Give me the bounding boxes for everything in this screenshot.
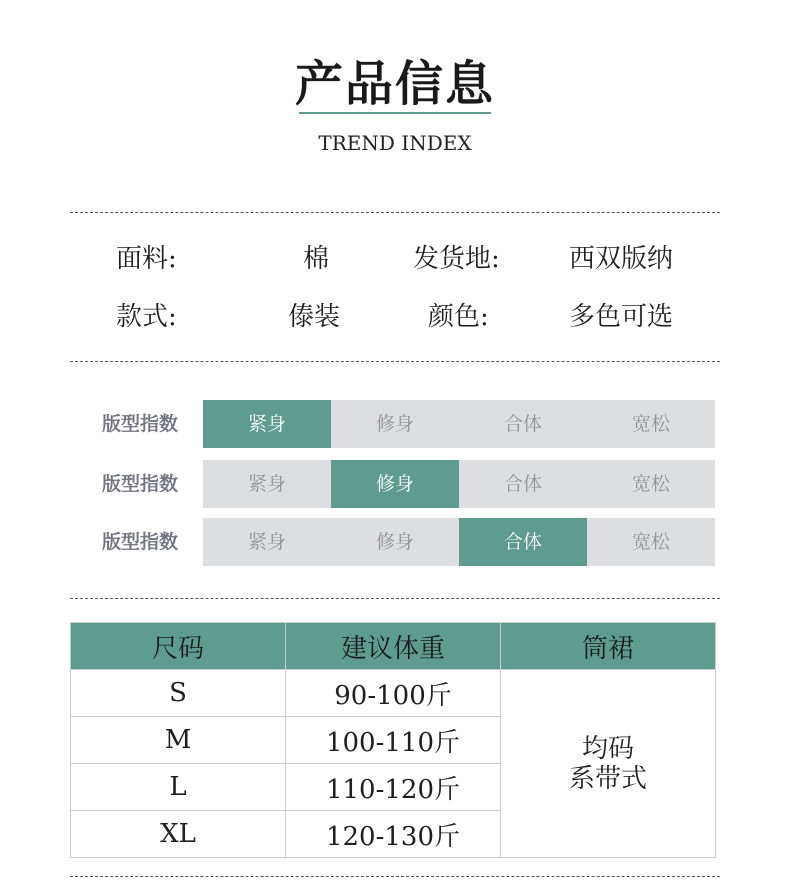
- fit-index-bar: [203, 518, 715, 566]
- fit-option-regular: 合体: [459, 518, 587, 566]
- origin-value: 西双版纳: [569, 244, 674, 274]
- style-label: 款式:: [116, 302, 177, 332]
- fit-option-slim: 修身: [375, 531, 414, 553]
- fit-option-slim: 修身: [331, 460, 459, 508]
- divider: [70, 212, 720, 213]
- fit-option-loose: 宽松: [631, 531, 670, 553]
- fit-option-loose: 宽松: [631, 473, 670, 495]
- divider: [70, 361, 720, 362]
- fit-index-label: 版型指数: [101, 473, 178, 495]
- size-cell: S: [71, 670, 286, 717]
- divider: [70, 876, 720, 877]
- weight-cell: 120-130斤: [286, 811, 501, 858]
- page-subtitle: TREND INDEX: [318, 131, 472, 155]
- column-header-size: 尺码: [71, 623, 286, 670]
- fit-option-tight: 紧身: [247, 473, 286, 495]
- fit-option-regular: 合体: [503, 473, 542, 495]
- size-table: [70, 622, 716, 858]
- size-cell: XL: [71, 811, 286, 858]
- table-row: [71, 670, 716, 717]
- fabric-label: 面料:: [116, 244, 177, 274]
- style-value: 傣装: [288, 302, 341, 332]
- skirt-cell: [501, 670, 716, 858]
- skirt-size-text: 均码: [581, 733, 634, 764]
- weight-cell: 100-110斤: [286, 717, 501, 764]
- fabric-value: 棉: [303, 244, 330, 274]
- origin-label: 发货地:: [413, 244, 500, 274]
- fit-option-loose: 宽松: [631, 413, 670, 435]
- table-header-row: [71, 623, 716, 670]
- color-label: 颜色:: [428, 302, 489, 332]
- color-value: 多色可选: [569, 302, 674, 332]
- divider: [70, 598, 720, 599]
- fit-option-regular: 合体: [503, 413, 542, 435]
- column-header-skirt: 筒裙: [501, 623, 716, 670]
- column-header-weight: 建议体重: [286, 623, 501, 670]
- weight-cell: 90-100斤: [286, 670, 501, 717]
- fit-option-tight: 紧身: [247, 531, 286, 553]
- fit-option-slim: 修身: [375, 413, 414, 435]
- page-title: 产品信息: [294, 56, 495, 112]
- fit-index-label: 版型指数: [101, 413, 178, 435]
- weight-cell: 110-120斤: [286, 764, 501, 811]
- fit-index-bar: [203, 400, 715, 448]
- size-cell: M: [71, 717, 286, 764]
- fit-index-bar: [203, 460, 715, 508]
- size-cell: L: [71, 764, 286, 811]
- title-underline: [299, 112, 491, 114]
- fit-option-tight: 紧身: [203, 400, 331, 448]
- fit-index-label: 版型指数: [101, 531, 178, 553]
- skirt-closure-text: 系带式: [568, 763, 647, 794]
